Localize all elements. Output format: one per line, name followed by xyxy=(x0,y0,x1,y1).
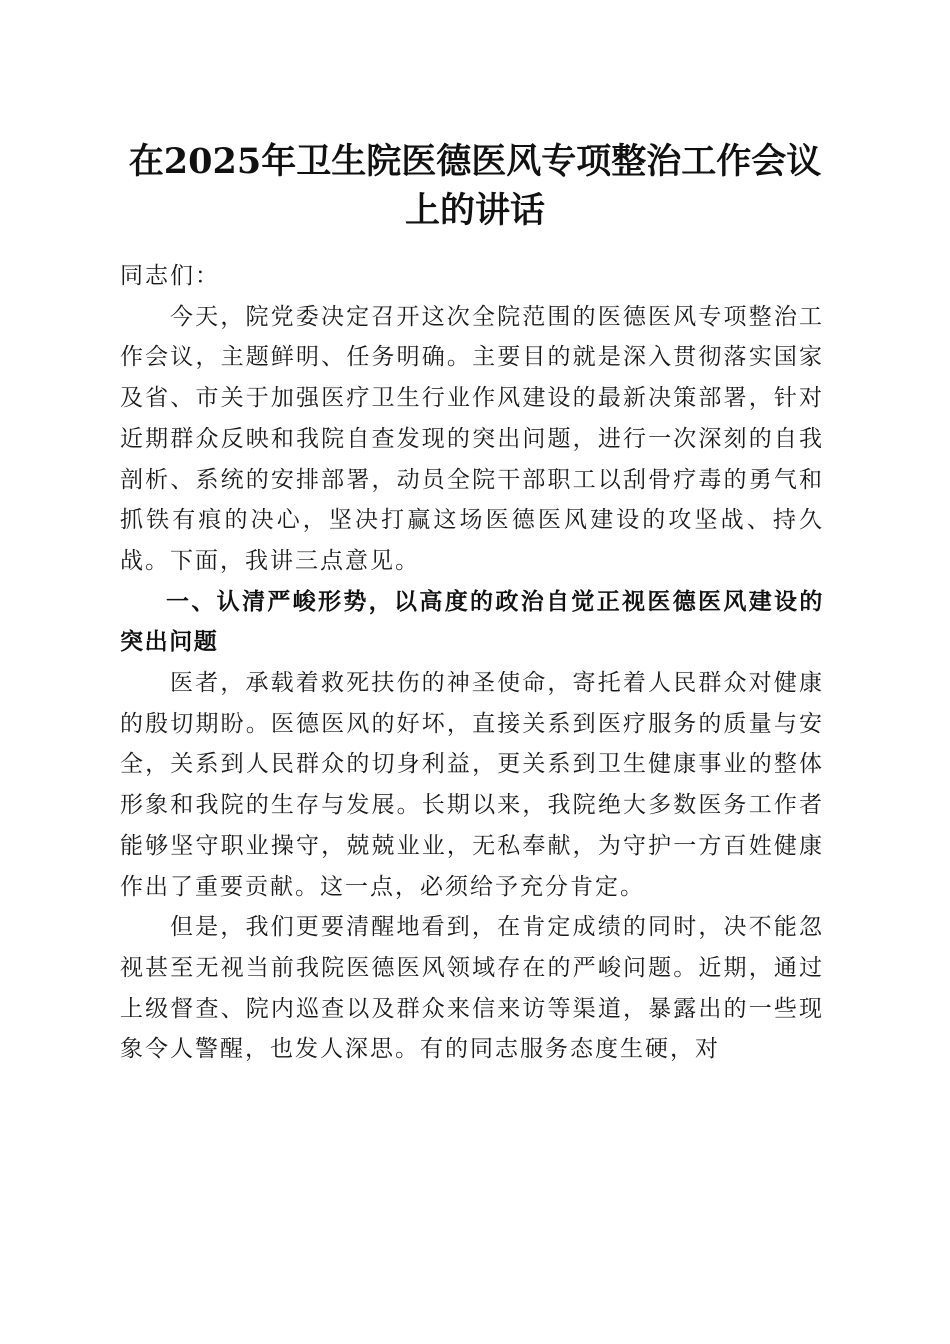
document-body xyxy=(120,256,824,1070)
title-line-1: 在2025年卫生院医德医风专项整治工作会议 xyxy=(128,141,822,182)
title-line-2: 上的讲话 xyxy=(404,190,545,231)
paragraph-problems: 但是，我们更要清醒地看到，在肯定成绩的同时，决不能忽视甚至无视当前我院医德医风领域存在的严峻问题。近期，通过上级督查、院内巡查以及群众来信来访等渠道，暴露出的一些现象令人警醒，也发人深思。有的同志服务态度生硬，对 xyxy=(120,914,824,1063)
paragraph-intro: 今天，院党委决定召开这次全院范围的医德医风专项整治工作会议，主题鲜明、任务明确。主要目的就是深入贯彻落实国家及省、市关于加强医疗卫生行业作风建设的最新决策部署，针对近期群众反映和我院自查发现的突出问题，进行一次深刻的自我剖析、系统的安排部署，动员全院干部职工以刮骨疗毒的勇气和抓铁有痕的决心，坚决打赢这场医德医风建设的攻坚战、持久战。下面，我讲三点意见。 xyxy=(120,303,824,574)
salutation: 同志们： xyxy=(120,263,220,289)
section-heading-1: 一、认清严峻形势，以高度的政治自觉正视医德医风建设的突出问题 xyxy=(120,588,824,656)
paragraph-mission: 医者，承载着救死扶伤的神圣使命，寄托着人民群众对健康的殷切期盼。医德医风的好坏，直接关系到医疗服务的质量与安全，关系到人民群众的切身利益，更关系到卫生健康事业的整体形象和我院的生存与发展。长期以来，我院绝大多数医务工作者能够坚守职业操守，兢兢业业，无私奉献，为守护一方百姓健康作出了重要贡献。这一点，必须给予充分肯定。 xyxy=(120,670,824,900)
document-title xyxy=(100,137,850,235)
